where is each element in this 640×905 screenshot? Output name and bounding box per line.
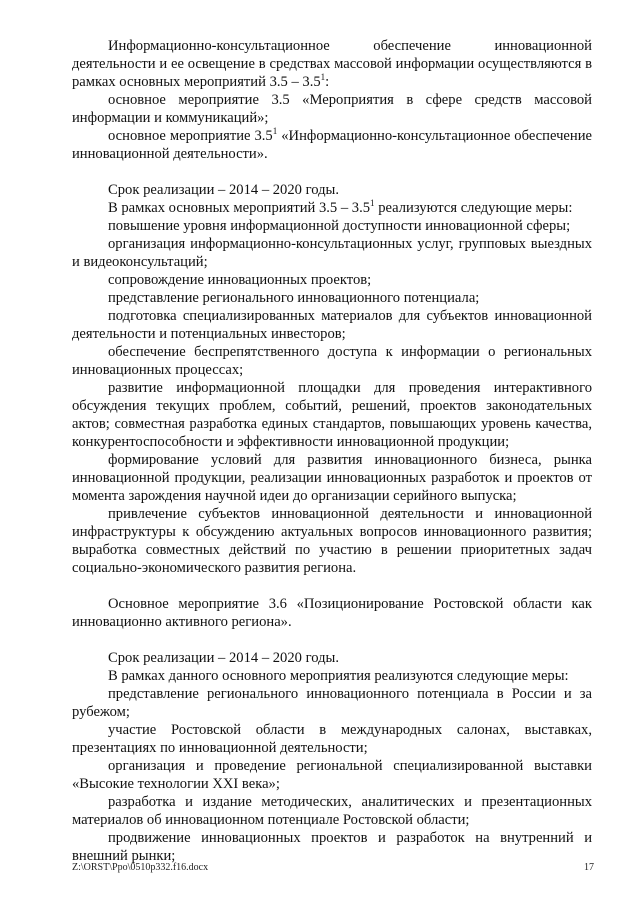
paragraph-text: разработка и издание методических, аналитических и презентационных материалов об инновационном потенциале Ростовской области;	[72, 794, 592, 828]
paragraph-text: основное мероприятие 3.5	[108, 128, 273, 144]
paragraph	[72, 667, 592, 685]
superscript: 1	[272, 126, 278, 137]
paragraph	[72, 235, 592, 271]
paragraph	[72, 307, 592, 343]
paragraph-text: «Информационно-консультационное обеспечение инновационной деятельности».	[72, 128, 592, 162]
paragraph	[72, 343, 592, 379]
paragraph	[72, 757, 592, 793]
paragraph	[72, 685, 592, 721]
paragraph-text: организация информационно-консультационных услуг, групповых выездных и видеоконсультаций;	[72, 236, 592, 270]
paragraph-text: основное мероприятие 3.5 «Мероприятия в сфере средств массовой информации и коммуникаций»;	[72, 92, 592, 126]
paragraph	[72, 721, 592, 757]
paragraph	[72, 37, 592, 91]
paragraph	[72, 217, 592, 235]
paragraph-text: участие Ростовской области в международных салонах, выставках, презентациях по инновационной деятельности;	[72, 722, 592, 756]
paragraph-text: В рамках данного основного мероприятия реализуются следующие меры:	[108, 668, 569, 684]
paragraph-text: организация и проведение региональной специализированной выставки «Высокие технологии XXI века»;	[72, 758, 592, 792]
paragraph-text: развитие информационной площадки для проведения интерактивного обсуждения текущих проблем, событий, решений, проектов законодательных актов; совместная разработка единых стандартов, повышающих уровень качества, конкурентоспособности и эффективности инновационной продукции;	[72, 380, 592, 450]
paragraph	[72, 271, 592, 289]
paragraph-text: сопровождение инновационных проектов;	[108, 272, 372, 288]
paragraph-text: реализуются следующие меры:	[374, 200, 573, 216]
paragraph-text: представление регионального инновационного потенциала;	[108, 290, 480, 306]
paragraph	[72, 379, 592, 451]
paragraph	[72, 595, 592, 631]
paragraph-text: Информационно-консультационное обеспечение инновационной деятельности и ее освещение в средствах массовой информации осуществляются в рамках основных мероприятий 3.5 – 3.5	[72, 38, 592, 90]
paragraph	[72, 289, 592, 307]
paragraph-text: В рамках основных мероприятий 3.5 – 3.5	[108, 200, 371, 216]
paragraph-text: представление регионального инновационного потенциала в России и за рубежом;	[72, 686, 592, 720]
paragraph-text: обеспечение беспрепятственного доступа к информации о региональных инновационных процессах;	[72, 344, 592, 378]
paragraph-text: привлечение субъектов инновационной деятельности и инновационной инфраструктуры к обсуждению актуальных вопросов инновационного развития; выработка совместных действий по участию в решении приоритетных задач социально-экономического развития региона.	[72, 506, 592, 576]
paragraph-text: Срок реализации – 2014 – 2020 годы.	[108, 650, 339, 666]
superscript: 1	[370, 198, 375, 209]
paragraph	[72, 127, 592, 163]
paragraph	[72, 199, 592, 217]
paragraph	[72, 793, 592, 829]
paragraph-text: формирование условий для развития инновационного бизнеса, рынка инновационной продукции, реализации инновационных разработок и проектов от момента зарождения научной идеи до организации серийного выпуска;	[72, 452, 592, 504]
paragraph-text: повышение уровня информационной доступности инновационной сферы;	[108, 218, 571, 234]
paragraph-text: подготовка специализированных материалов для субъектов инновационной деятельности и потенциальных инвесторов;	[72, 308, 592, 342]
paragraph-text: Срок реализации – 2014 – 2020 годы.	[108, 182, 339, 198]
paragraph	[72, 649, 592, 667]
paragraph-text: продвижение инновационных проектов и разработок на внутренний и внешний рынки;	[72, 830, 592, 864]
paragraph	[72, 505, 592, 577]
paragraph-text: Основное мероприятие 3.6 «Позиционирование Ростовской области как инновационно активного региона».	[72, 596, 592, 630]
paragraph	[72, 451, 592, 505]
file-path: Z:\ORST\Ppo\0510p332.f16.docx	[72, 862, 209, 873]
superscript: 1	[320, 72, 326, 83]
paragraph	[72, 91, 592, 127]
document-body	[72, 37, 592, 865]
paragraph	[72, 181, 592, 199]
paragraph-text: :	[325, 74, 330, 90]
page-number: 17	[584, 862, 594, 873]
